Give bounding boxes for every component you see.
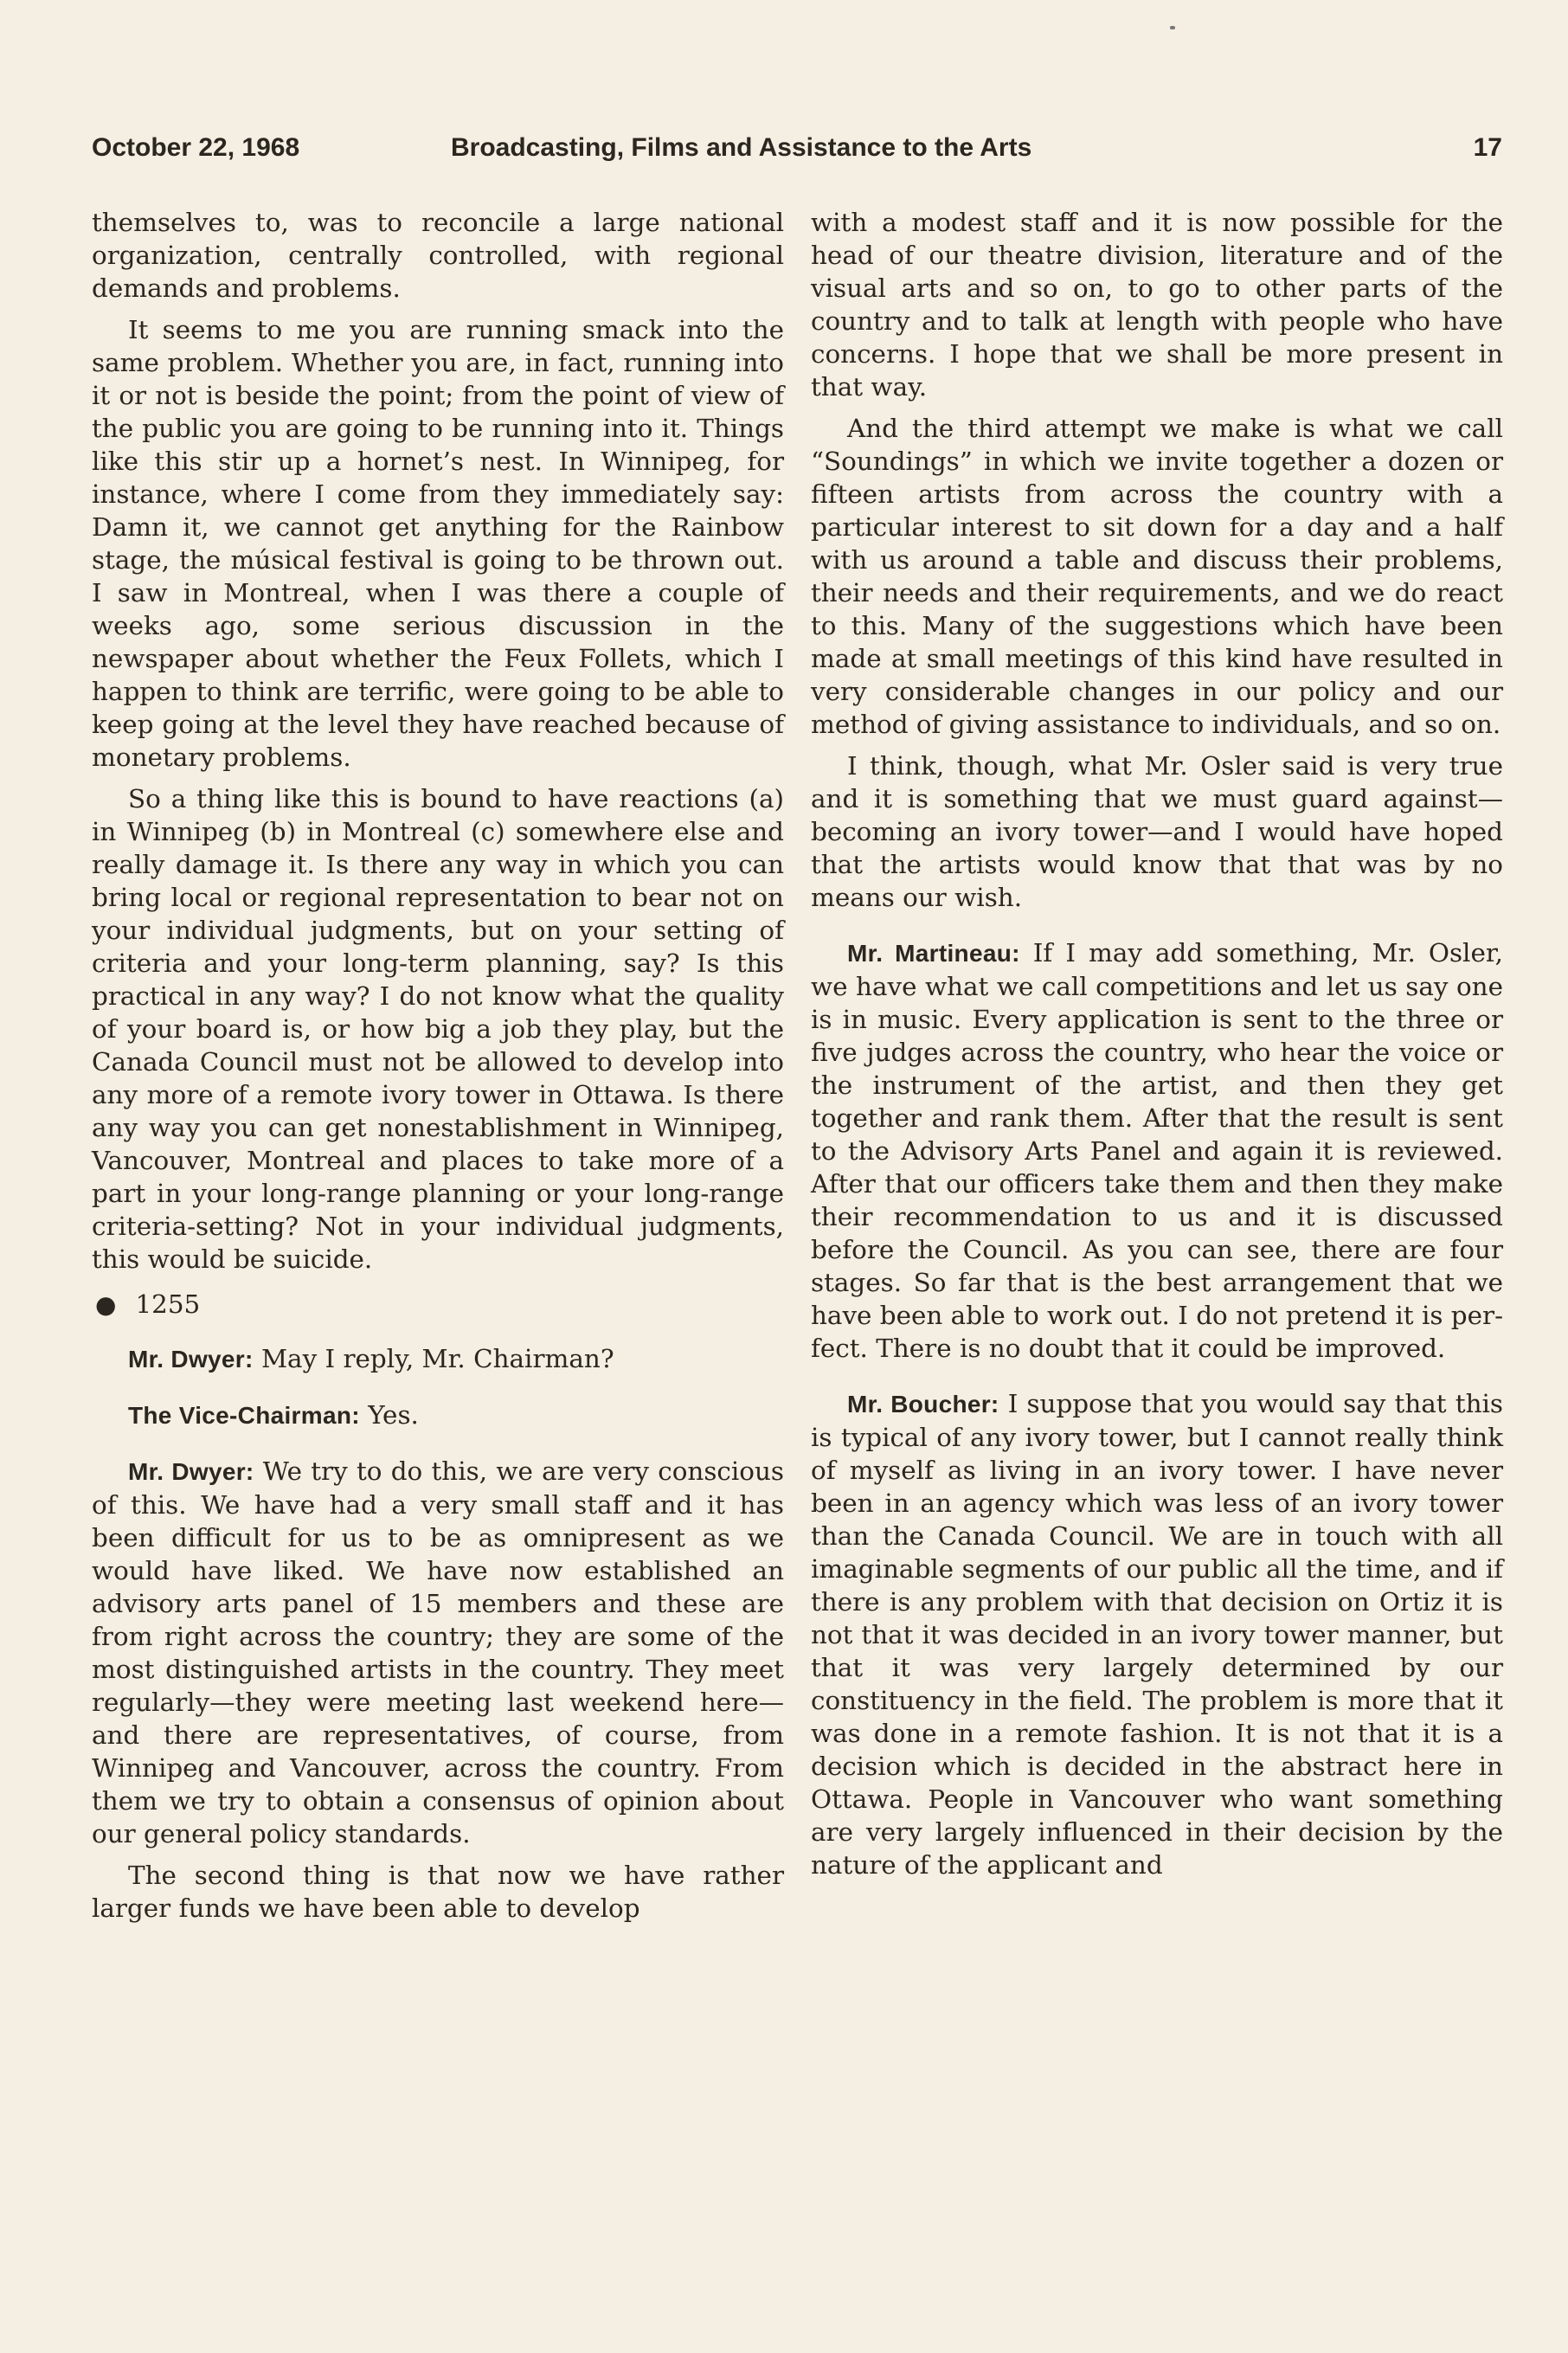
time-stamp: 1255 [135,1289,201,1319]
speech-text: We try to do this, we are very conscious of this. We have had a very small staff and it has been difficult for us to be as omnipresent as we would have liked. We have now established an advisory arts panel of 15 members and these are from right across the country; they are some of the most distinguished artists in the country. They meet regularly—they were meeting last weekend here—and there are representatives, of course, from Winnipeg and Vancouver, across the country. From them we try to obtain a consensus of opinion about our general policy standards. [92,1456,784,1848]
speaker-name: Mr. Dwyer: [128,1346,254,1373]
paragraph: themselves to, was to reconcile a large national organization, centrally controlled, with regional demands and problems. [92,208,784,303]
speech-paragraph [92,1455,784,1850]
header-date: October 22, 1968 [92,133,300,162]
paragraph: with a modest staff and it is now possible for the head of our theatre division, literature and of the visual arts and so on, to go to other parts of the country and to talk at length with people who have concerns. I hope that we shall be more present in that way. [811,208,1503,402]
right-column [811,206,1503,1890]
header-title: Broadcasting, Films and Assistance to the Arts [451,133,1032,162]
speech-text: Yes. [368,1400,419,1430]
speech-text: If I may add something, Mr. Osler, we have what we call competitions and let us say one is in music. Every application is sent to the three or five judges across the country, who hear the voice or the instrument of the artist, and then they get together and rank them. After that the result is sent to the Advisory Arts Panel and again it is reviewed. After that our officers take them and then they make their recommendation to us and it is discussed before the Council. As you can see, there are four stages. So far that is the best arrangement that we have been able to work out. I do not pretend it is perfect. There is no doubt that it could be improved. [811,938,1503,1363]
speech-paragraph [92,1342,784,1376]
speck-mark [1170,26,1175,29]
speech-text: I suppose that you would say that this is typical of any ivory tower, but I cannot really think of myself as living in an ivory tower. I have never been in an agency which was less of an ivory tower than the Canada Council. We are in touch with all imaginable segments of our public all the time, and if there is any problem with that decision on Ortiz it is not that it was decided in an ivory tower manner, but that it was very largely determined by our constituency in the field. The problem is more that it was done in a remote fashion. It is not that it is a decision which is decided in the abstract here in Ottawa. People in Vancouver who want something are very largely influenced in their decision by the nature of the applicant and [811,1389,1503,1880]
running-header [92,133,1502,171]
speaker-name: Mr. Dwyer: [128,1458,254,1485]
speaker-name: The Vice-Chairman: [128,1402,360,1429]
speech-text: May I reply, Mr. Chairman? [260,1344,614,1373]
speaker-name: Mr. Boucher: [847,1391,999,1418]
bullet-icon: ● [95,1290,117,1319]
speech-paragraph [811,936,1503,1365]
paragraph: So a thing like this is bound to have reactions (a) in Winnipeg (b) in Montreal (c) somewhere else and really damage it. Is there any way in which you can bring local or regional representation to bear not on your individual judgments, but on your setting of criteria and your long-term planning, say? Is this practical in any way? I do not know what the quality of your board is, or how big a job they play, but the Canada Council must not be allowed to develop into any more of a remote ivory tower in Ottawa. Is there any way you can get nonestablishment in Winnipeg, Vancouver, Montreal and places to take more of a part in your long-range planning or your long-range criteria-setting? Not in your individual judgments, this would be suicide. [92,784,784,1274]
speaker-name: Mr. Martineau: [847,940,1020,967]
speech-paragraph [92,1398,784,1432]
paragraph: It seems to me you are running smack into the same problem. Whether you are, in fact, running into it or not is beside the point; from the point of view of the public you are going to be running into it. Things like this stir up a hornet’s nest. In Winnipeg, for instance, where I come from they immediately say: Damn it, we cannot get anything for the Rainbow stage, the músical festival is going to be thrown out. I saw in Montreal, when I was there a couple of weeks ago, some serious discussion in the newspaper about whether the Feux Follets, which I happen to think are terrific, were going to be able to keep going at the level they have reached because of monetary problems. [92,315,784,772]
page-number: 17 [1473,133,1502,162]
speech-paragraph [811,1387,1503,1881]
paragraph: I think, though, what Mr. Osler said is very true and it is something that we must guard against—becoming an ivory tower—and I would have hoped that the artists would know that that was by no means our wish. [811,751,1503,912]
paragraph: The second thing is that now we have rather larger funds we have been able to develop [92,1861,784,1923]
left-column [92,206,784,1933]
time-marker [95,1288,784,1321]
paragraph: And the third attempt we make is what we call “Soundings” in which we invite together a dozen or fifteen artists from across the country with a particular interest to sit down for a day and a half with us around a table and discuss their problems, their needs and their requirements, and we do react to this. Many of the suggestions which have been made at small meetings of this kind have resulted in very considerable changes in our policy and our method of giving assistance to individuals, and so on. [811,414,1503,739]
